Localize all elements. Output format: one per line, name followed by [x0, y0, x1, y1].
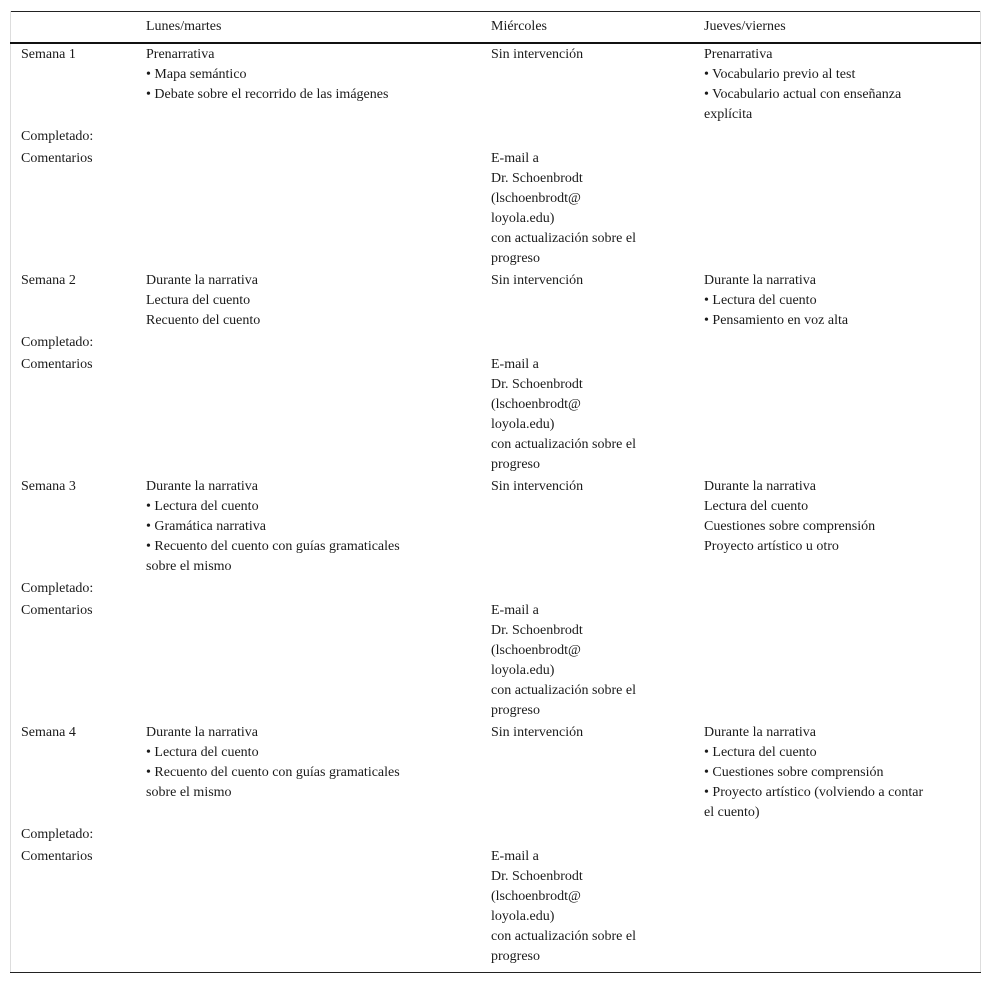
- lunes-martes-cell: [146, 477, 446, 577]
- email-cell-line: con actualización sobre el: [491, 683, 636, 698]
- email-cell-line: progreso: [491, 949, 540, 964]
- jueves-viernes-cell-line: Durante la narrativa: [704, 479, 816, 494]
- email-cell-line: E-mail a: [491, 357, 539, 372]
- email-cell-line: E-mail a: [491, 849, 539, 864]
- jueves-viernes-cell-line: • Proyecto artístico (volviendo a contar: [704, 785, 924, 800]
- jueves-viernes-cell-line: • Lectura del cuento: [704, 745, 817, 760]
- email-cell-line: Dr. Schoenbrodt: [491, 869, 583, 884]
- header-jueves-viernes: Jueves/viernes: [704, 19, 786, 34]
- comentarios-label: Comentarios: [21, 357, 93, 372]
- completado-label: Completado:: [21, 581, 94, 596]
- week-label: Semana 4: [21, 725, 76, 740]
- comentarios-label: Comentarios: [21, 151, 93, 166]
- email-cell-line: E-mail a: [491, 603, 539, 618]
- lunes-martes-cell-line: • Recuento del cuento con guías gramaticales: [146, 765, 400, 780]
- table-top-rule: [10, 11, 981, 12]
- header-lunes-martes: Lunes/martes: [146, 19, 222, 34]
- lunes-martes-cell-line: • Debate sobre el recorrido de las imágenes: [146, 87, 389, 102]
- email-cell-line: loyola.edu): [491, 417, 555, 432]
- email-cell-line: (lschoenbrodt@: [491, 643, 581, 658]
- lunes-martes-cell-line: Lectura del cuento: [146, 293, 251, 308]
- email-cell-line: Dr. Schoenbrodt: [491, 623, 583, 638]
- email-cell-line: con actualización sobre el: [491, 929, 636, 944]
- lunes-martes-cell-line: sobre el mismo: [146, 785, 232, 800]
- lunes-martes-cell: [146, 271, 446, 331]
- jueves-viernes-cell-line: el cuento): [704, 805, 760, 820]
- jueves-viernes-cell-line: explícita: [704, 107, 753, 122]
- email-cell-line: loyola.edu): [491, 909, 555, 924]
- lunes-martes-cell: [146, 45, 446, 105]
- jueves-viernes-cell: [704, 271, 964, 331]
- jueves-viernes-cell-line: Prenarrativa: [704, 47, 773, 62]
- lunes-martes-cell-line: Durante la narrativa: [146, 725, 258, 740]
- email-cell-line: Dr. Schoenbrodt: [491, 377, 583, 392]
- jueves-viernes-cell-line: • Lectura del cuento: [704, 293, 817, 308]
- email-cell-line: progreso: [491, 251, 540, 266]
- jueves-viernes-cell-line: Proyecto artístico u otro: [704, 539, 839, 554]
- miercoles-cell-line: Sin intervención: [491, 479, 584, 494]
- miercoles-cell-line: Sin intervención: [491, 725, 584, 740]
- week-label: Semana 2: [21, 273, 76, 288]
- email-cell-line: loyola.edu): [491, 211, 555, 226]
- email-cell-line: con actualización sobre el: [491, 231, 636, 246]
- email-cell-line: Dr. Schoenbrodt: [491, 171, 583, 186]
- jueves-viernes-cell: [704, 723, 964, 823]
- jueves-viernes-cell-line: • Vocabulario previo al test: [704, 67, 856, 82]
- lunes-martes-cell-line: Durante la narrativa: [146, 273, 258, 288]
- week-label: Semana 3: [21, 479, 76, 494]
- header-miercoles: Miércoles: [491, 19, 547, 34]
- lunes-martes-cell-line: sobre el mismo: [146, 559, 232, 574]
- jueves-viernes-cell-line: • Pensamiento en voz alta: [704, 313, 849, 328]
- jueves-viernes-cell: [704, 477, 964, 557]
- table-header-rule: [10, 42, 981, 44]
- lunes-martes-cell-line: • Mapa semántico: [146, 67, 247, 82]
- lunes-martes-cell-line: Prenarrativa: [146, 47, 215, 62]
- miercoles-cell: [491, 271, 666, 291]
- miercoles-cell: [491, 723, 666, 743]
- table-bottom-rule: [10, 972, 981, 973]
- completado-label: Completado:: [21, 335, 94, 350]
- jueves-viernes-cell-line: Durante la narrativa: [704, 273, 816, 288]
- email-cell: [491, 601, 666, 721]
- jueves-viernes-cell-line: Lectura del cuento: [704, 499, 809, 514]
- jueves-viernes-cell: [704, 45, 964, 125]
- jueves-viernes-cell-line: Cuestiones sobre comprensión: [704, 519, 876, 534]
- completado-label: Completado:: [21, 129, 94, 144]
- email-cell: [491, 149, 666, 269]
- lunes-martes-cell-line: • Recuento del cuento con guías gramaticales: [146, 539, 400, 554]
- lunes-martes-cell-line: • Lectura del cuento: [146, 499, 259, 514]
- email-cell-line: (lschoenbrodt@: [491, 191, 581, 206]
- lunes-martes-cell-line: • Gramática narrativa: [146, 519, 266, 534]
- lunes-martes-cell-line: Recuento del cuento: [146, 313, 261, 328]
- miercoles-cell-line: Sin intervención: [491, 273, 584, 288]
- email-cell-line: loyola.edu): [491, 663, 555, 678]
- miercoles-cell: [491, 45, 666, 65]
- miercoles-cell: [491, 477, 666, 497]
- table-left-border: [10, 11, 11, 973]
- email-cell-line: progreso: [491, 703, 540, 718]
- lunes-martes-cell: [146, 723, 446, 803]
- email-cell-line: (lschoenbrodt@: [491, 397, 581, 412]
- week-label: Semana 1: [21, 47, 76, 62]
- table-right-border: [980, 11, 981, 973]
- jueves-viernes-cell-line: • Vocabulario actual con enseñanza: [704, 87, 902, 102]
- comentarios-label: Comentarios: [21, 603, 93, 618]
- email-cell-line: E-mail a: [491, 151, 539, 166]
- lunes-martes-cell-line: • Lectura del cuento: [146, 745, 259, 760]
- miercoles-cell-line: Sin intervención: [491, 47, 584, 62]
- email-cell-line: progreso: [491, 457, 540, 472]
- comentarios-label: Comentarios: [21, 849, 93, 864]
- jueves-viernes-cell-line: Durante la narrativa: [704, 725, 816, 740]
- jueves-viernes-cell-line: • Cuestiones sobre comprensión: [704, 765, 884, 780]
- email-cell: [491, 847, 666, 967]
- completado-label: Completado:: [21, 827, 94, 842]
- email-cell-line: con actualización sobre el: [491, 437, 636, 452]
- lunes-martes-cell-line: Durante la narrativa: [146, 479, 258, 494]
- email-cell: [491, 355, 666, 475]
- email-cell-line: (lschoenbrodt@: [491, 889, 581, 904]
